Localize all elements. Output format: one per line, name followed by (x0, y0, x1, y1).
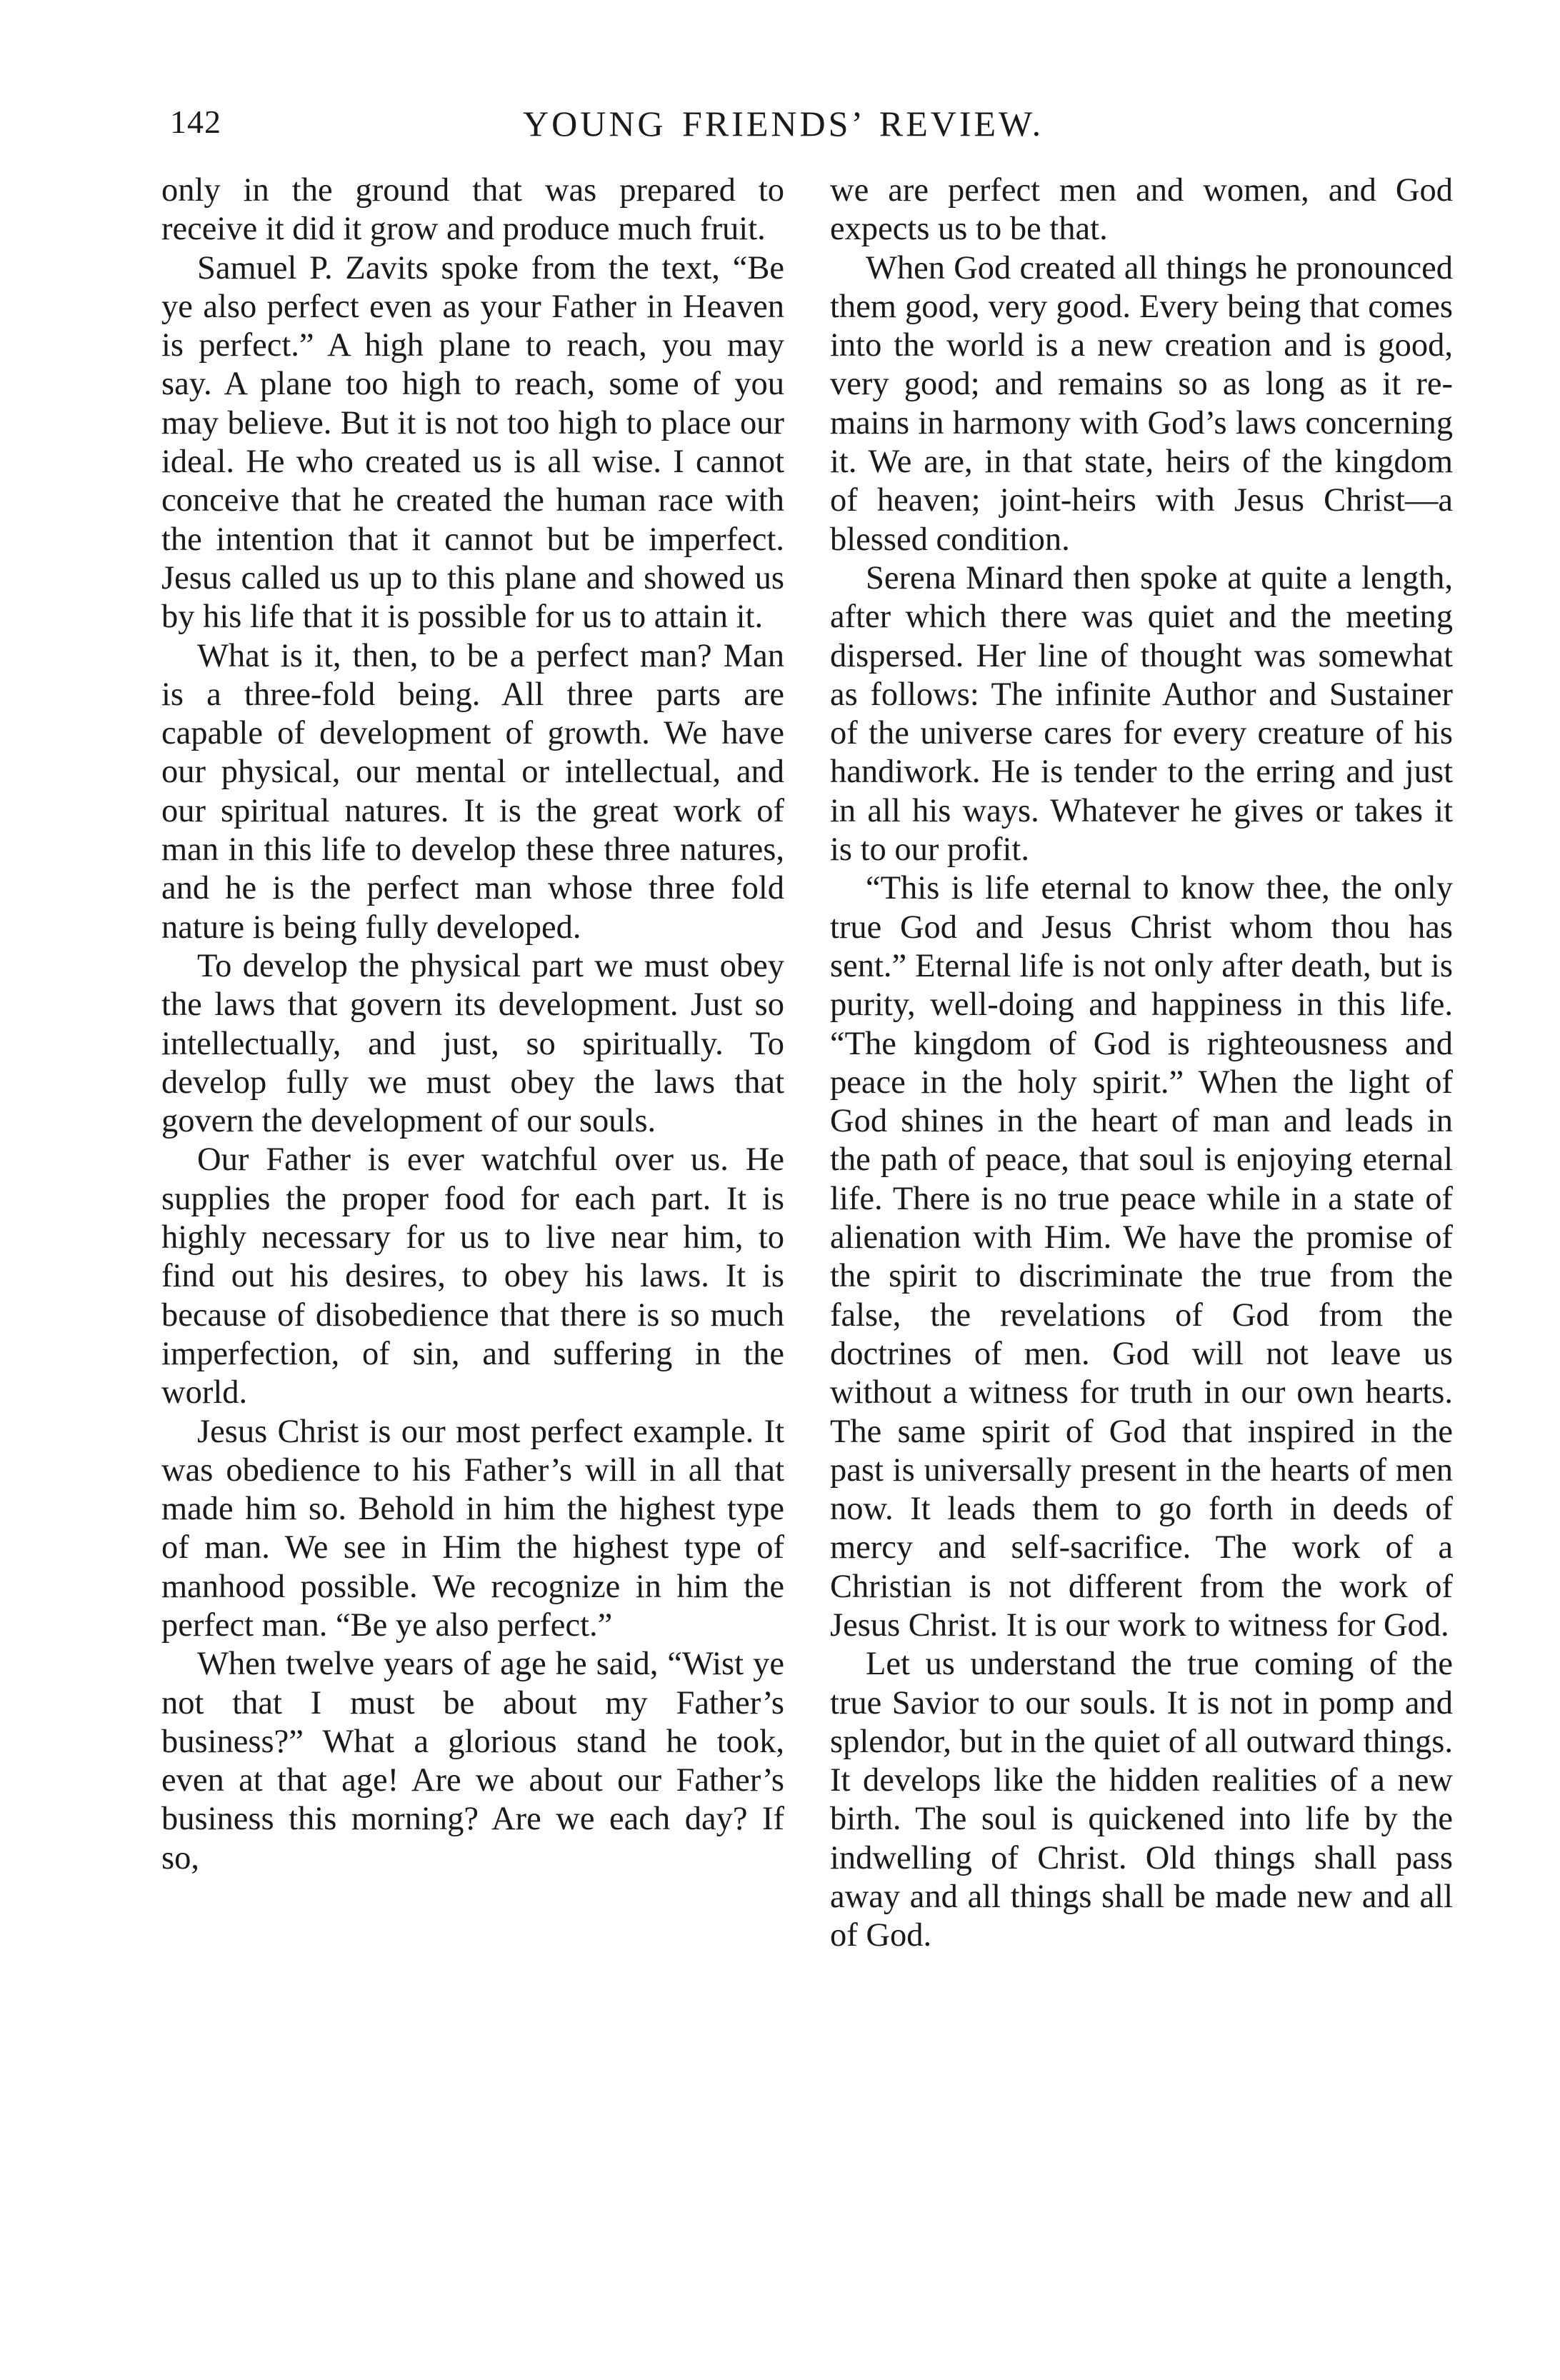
paragraph: Serena Minard then spoke at quite a length, after which there was quiet and the meeting dispersed. Her line of thought was somewhat as follows: The infinite Author and Sustainer of the universe cares for every creature of his handiwork. He is tender to the erring and just in all his ways. Whatever he gives or takes it is to our profit. (830, 559, 1453, 869)
paragraph: To develop the physical part we must obey the laws that govern its development. Just so intellectually, and just, so spiritually. To develop fully we must obey the laws that govern the development of our souls. (161, 947, 784, 1140)
paragraph: Jesus Christ is our most perfect example. It was obedience to his Father’s will in all that made him so. Behold in him the highest type of man. We see in Him the highest type of manhood possible. We recognize in him the perfect man. “Be ye also perfect.” (161, 1413, 784, 1644)
paragraph: When God created all things he pronounced them good, very good. Every being that comes into the world is a new creation and is good, very good; and remains so as long as it remains in harmony with God’s laws concerning it. We are, in that state, heirs of the kingdom of heaven; joint-heirs with Jesus Christ—a blessed condition. (830, 249, 1453, 558)
left-column (161, 171, 784, 1878)
paragraph: Let us understand the true coming of the true Savior to our souls. It is not in pomp and splendor, but in the quiet of all outward things. It develops like the hidden realities of a new birth. The soul is quickened into life by the indwelling of Christ. Old things shall pass away and all things shall be made new and all of God. (830, 1646, 1453, 1954)
paragraph: Our Father is ever watchful over us. He supplies the proper food for each part. It is highly necessary for us to live near him, to find out his desires, to obey his laws. It is because of disobedience that there is so much imperfection, of sin, and suffering in the world. (161, 1141, 784, 1411)
running-title: YOUNG FRIENDS’ REVIEW. (523, 104, 1044, 144)
page-number: 142 (170, 104, 221, 140)
paragraph: we are perfect men and women, and God expects us to be that. (830, 172, 1453, 248)
paragraph: When twelve years of age he said, “Wist ye not that I must be about my Father’s business?” What a glorious stand he took, even at that age! Are we about our Father’s business this morning? Are we each day? If so, (161, 1646, 784, 1876)
page-header (166, 99, 1480, 149)
paragraph: What is it, then, to be a perfect man? Man is a three-fold being. All three parts are capable of development of growth. We have our physical, our mental or intellectual, and our spiritual natures. It is the great work of man in this life to develop these three natures, and he is the perfect man whose three fold nature is being fully developed. (161, 637, 784, 946)
paragraph: “This is life eternal to know thee, the only true God and Jesus Christ whom thou has sent.” Eternal life is not only after death, but is purity, well-doing and happiness in this life. “The kingdom of God is righteousness and peace in the holy spirit.” When the light of God shines in the heart of man and leads in the path of peace, that soul is enjoying eternal life. There is no true peace while in a state of alienation with Him. We have the promise of the spirit to discriminate the true from the false, the revelations of God from the doctrines of men. God will not leave us without a witness for truth in our own hearts. The same spirit of God that inspired in the past is universally present in the hearts of men now. It leads them to go forth in deeds of mercy and self-sacrifice. The work of a Christian is not different from the work of Jesus Christ. It is our work to witness for God. (830, 870, 1453, 1644)
paragraph: only in the ground that was prepared to receive it did it grow and produce much fruit. (161, 172, 784, 248)
right-column (830, 171, 1453, 1956)
paragraph: Samuel P. Zavits spoke from the text, “Be ye also perfect even as your Father in Heaven is perfect.” A high plane to reach, you may say. A plane too high to reach, some of you may believe. But it is not too high to place our ideal. He who created us is all wise. I cannot conceive that he created the human race with the intention that it cannot but be imperfect. Jesus called us up to this plane and showed us by his life that it is possible for us to attain it. (161, 249, 784, 636)
